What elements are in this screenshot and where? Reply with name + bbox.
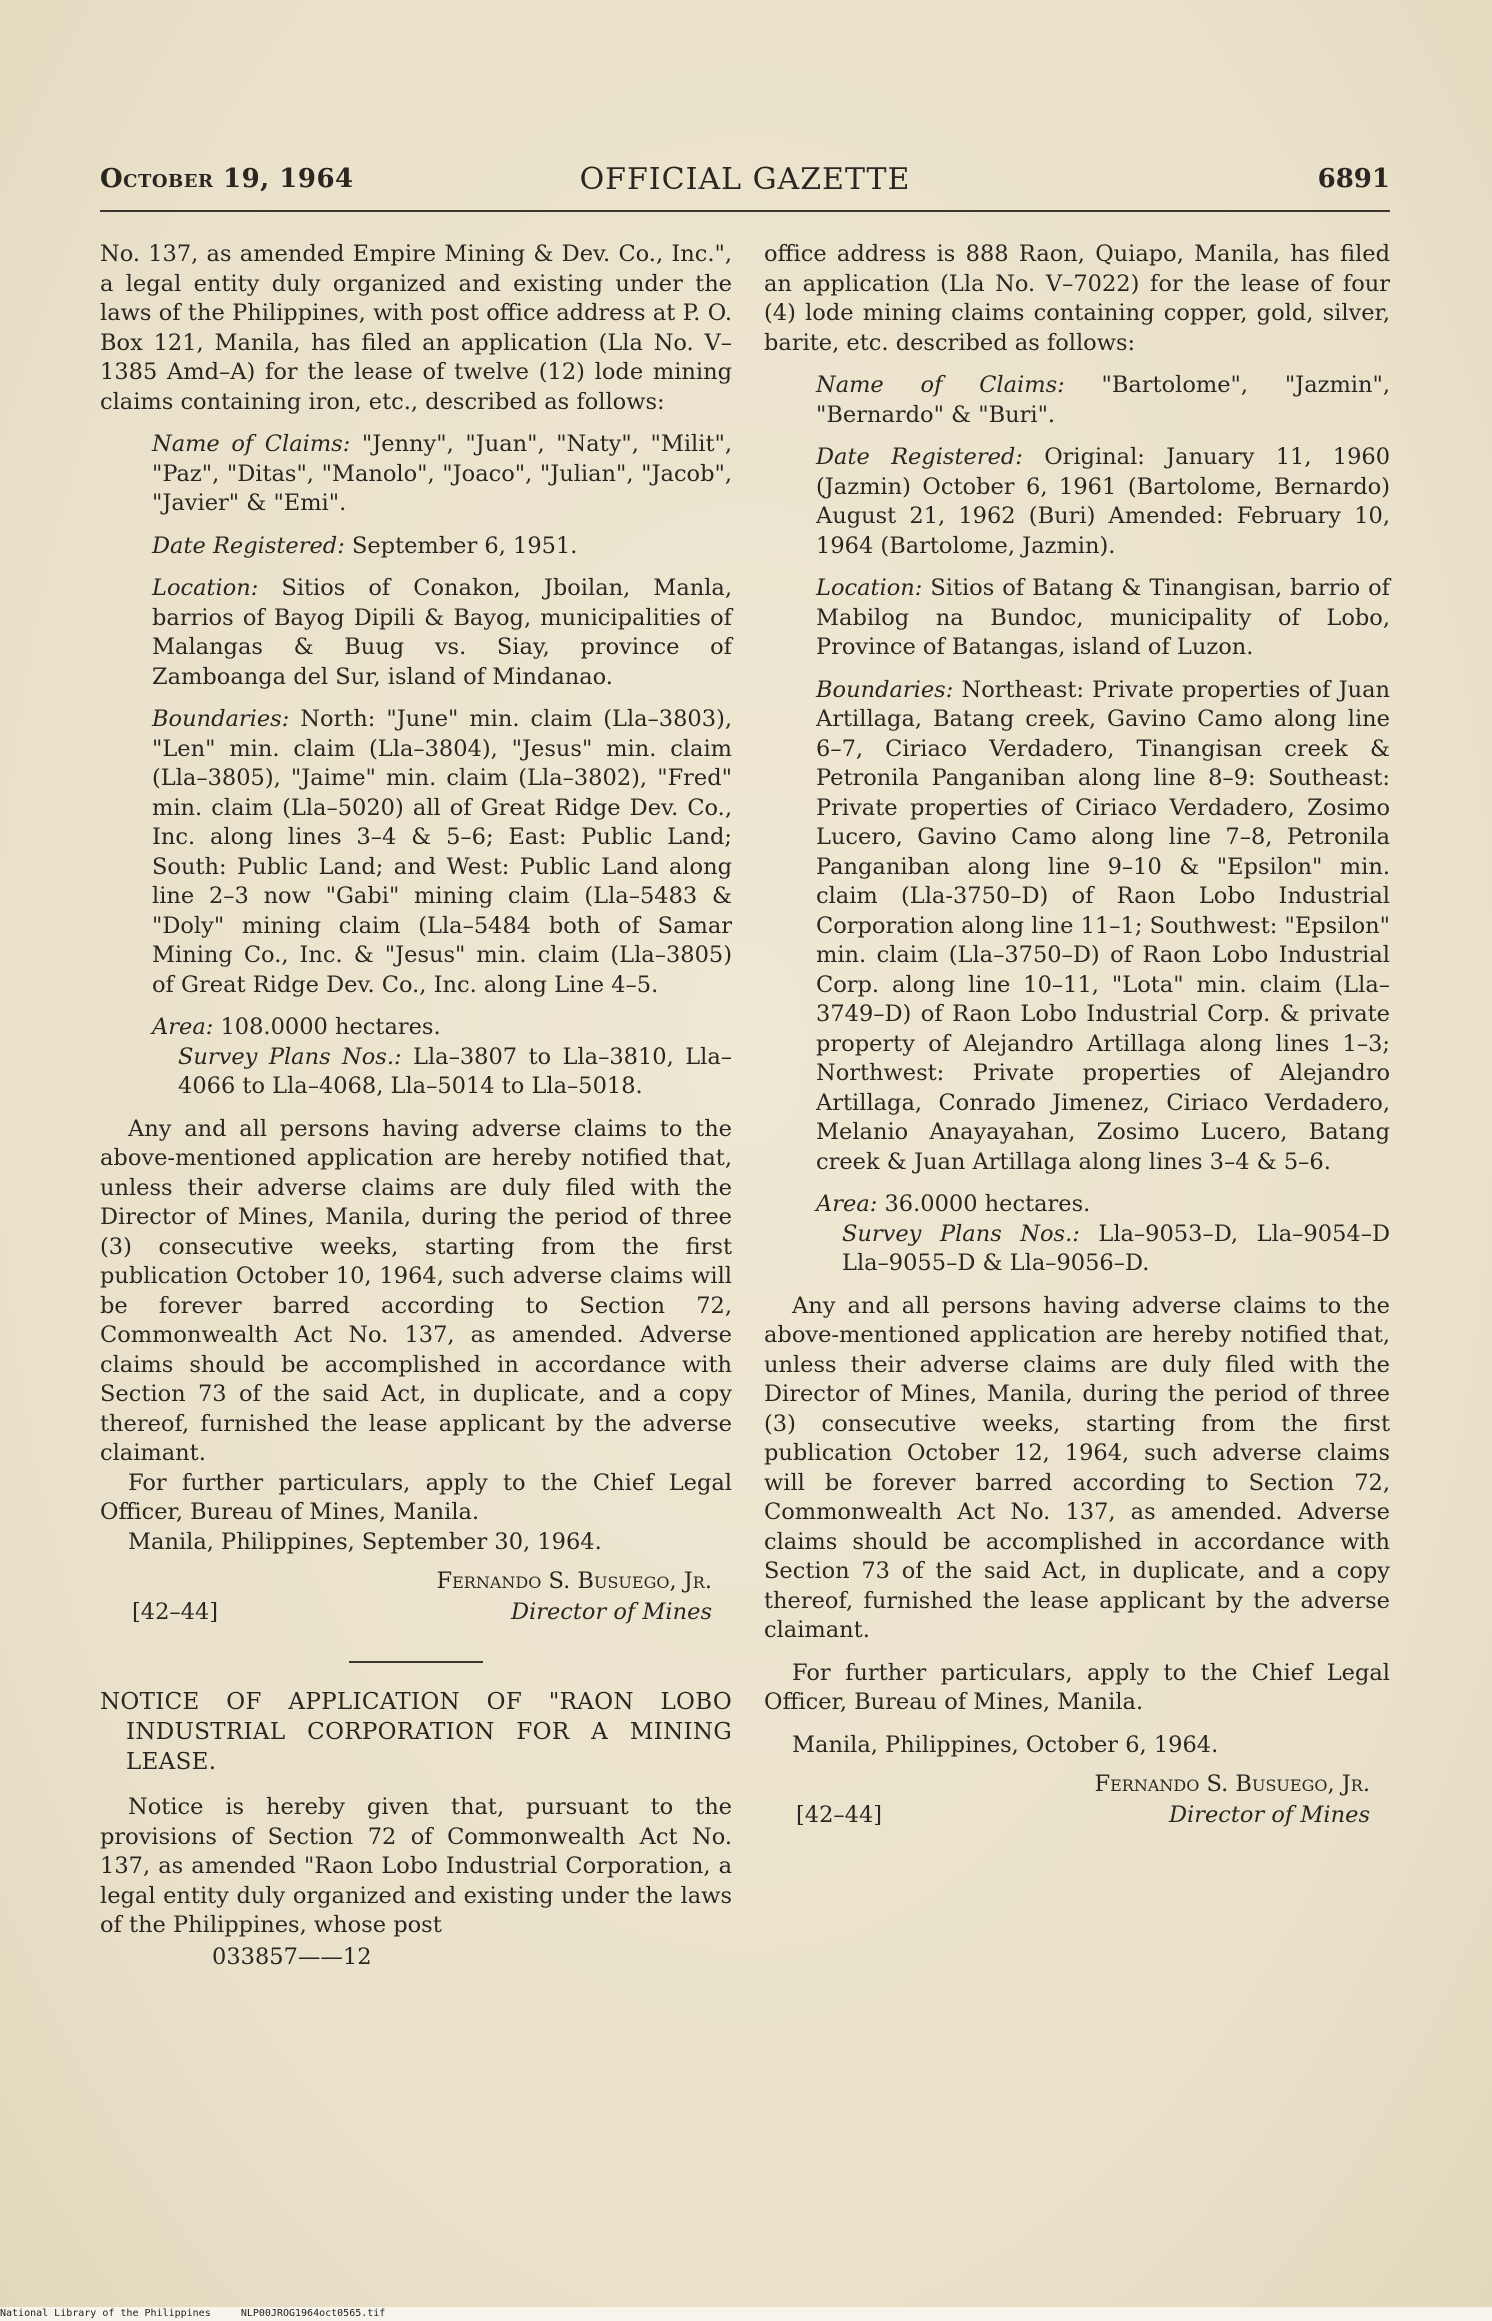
right-area-value: 36.0000 hectares. xyxy=(884,1191,1091,1217)
left-survey-value: Lla–3807 to Lla–3810, Lla–4066 to Lla–4068, Lla–5014 to Lla–5018. xyxy=(178,1043,732,1099)
left-adverse-claims-paragraph: Any and all persons having adverse claims to the above-mentioned application are hereby notified that, unless their adverse claims are duly filed with the Director of Mines, Manila, during the period of three (3) consecutive weeks, starting from the first publication October 10, 1964, such adverse claims will be forever barred according to Section 72, Commonwealth Act No. 137, as amended. Adverse claims should be accomplished in accordance with Section 73 of the said Act, in duplicate, and a copy thereof, furnished the lease applicant by the adverse claimant. xyxy=(100,1115,732,1466)
right-name-label: Name of Claims: xyxy=(816,372,1065,398)
header-page-number: 6891 xyxy=(1317,164,1390,194)
notice-title: NOTICE OF APPLICATION OF "RAON LOBO INDUSTRIAL CORPORATION FOR A MINING LEASE. xyxy=(100,1689,732,1775)
right-adverse-claims-paragraph: Any and all persons having adverse claims to the above-mentioned application are hereby notified that, unless their adverse claims are duly filed with the Director of Mines, Manila, during the period of three (3) consecutive weeks, starting from the first publication October 12, 1964, such adverse claims will be forever barred according to Section 72, Commonwealth Act No. 137, as amended. Adverse claims should be accomplished in accordance with Section 73 of the said Act, in duplicate, and a copy thereof, furnished the lease applicant by the adverse claimant. xyxy=(764,1292,1390,1643)
left-signature-block xyxy=(100,1567,732,1639)
left-boundaries xyxy=(100,705,732,1000)
footer-source-label: National Library of the Philippines NLP00JROG1964oct0565.tif xyxy=(0,2308,386,2319)
right-survey-plans xyxy=(764,1220,1390,1279)
right-place-date: Manila, Philippines, October 6, 1964. xyxy=(792,1731,1219,1758)
left-place-date: Manila, Philippines, September 30, 1964. xyxy=(128,1528,602,1555)
right-boundaries-label: Boundaries: xyxy=(816,676,954,703)
left-survey-label: Survey Plans Nos.: xyxy=(178,1043,402,1070)
print-code: 033857——12 xyxy=(212,1943,372,1970)
left-name-label: Name of Claims: xyxy=(152,431,351,457)
right-date-registered xyxy=(764,443,1390,561)
right-intro-paragraph: office address is 888 Raon, Quiapo, Manila, has filed an application (Lla No. V–7022) for the lease of four (4) lode mining claims containing copper, gold, silver, barite, etc. described as follows: xyxy=(764,241,1390,356)
right-signature-block xyxy=(764,1770,1390,1842)
right-signatory-name: Fernando S. Busuego, Jr. xyxy=(1094,1771,1370,1797)
right-location-label: Location: xyxy=(816,575,923,601)
left-area-value: 108.0000 hectares. xyxy=(220,1014,441,1040)
right-signatory-title: Director of Mines xyxy=(1168,1802,1370,1828)
right-survey-label: Survey Plans Nos.: xyxy=(842,1220,1080,1247)
left-reference: [42–44] xyxy=(132,1599,219,1625)
right-area-label: Area: xyxy=(816,1191,878,1217)
left-column xyxy=(100,240,732,1972)
left-claim-names xyxy=(100,430,732,519)
notice-paragraph: Notice is hereby given that, pursuant to the provisions of Section 72 of Commonwealth Act No. 137, as amended "Raon Lobo Industrial Corporation, a legal entity duly organized and existing under the laws of the Philippines, whose post xyxy=(100,1794,732,1938)
left-date-value: September 6, 1951. xyxy=(351,532,578,559)
left-location-label: Location: xyxy=(152,575,259,601)
right-area xyxy=(764,1190,1390,1220)
right-reference: [42–44] xyxy=(796,1802,883,1828)
left-particulars: For further particulars, apply to the Chief Legal Officer, Bureau of Mines, Manila. xyxy=(100,1469,732,1525)
left-location xyxy=(100,574,732,692)
left-boundaries-label: Boundaries: xyxy=(152,706,290,732)
header-rule xyxy=(100,210,1390,212)
header-title: OFFICIAL GAZETTE xyxy=(579,162,911,197)
page-header xyxy=(100,158,1390,208)
left-location-value: Sitios of Conakon, Jboilan, Manla, barrios of Bayog Dipili & Bayog, municipalities of Malangas & Buug vs. Siay, province of Zamboanga del Sur, island of Mindanao. xyxy=(152,575,732,690)
left-area xyxy=(100,1013,732,1043)
left-signatory-name: Fernando S. Busuego, Jr. xyxy=(436,1568,712,1594)
left-area-label: Area: xyxy=(152,1014,214,1040)
right-claim-names xyxy=(764,371,1390,430)
header-date: October 19, 1964 xyxy=(100,164,354,194)
left-intro-paragraph: No. 137, as amended Empire Mining & Dev. Co., Inc.", a legal entity duly organized and existing under the laws of the Philippines, with post office address at P. O. Box 121, Manila, has filed an application (Lla No. V–1385 Amd–A) for the lease of twelve (12) lode mining claims containing iron, etc., described as follows: xyxy=(100,241,732,415)
left-survey-plans xyxy=(100,1043,732,1102)
left-name-value: "Jenny", "Juan", "Naty", "Milit", "Paz", "Ditas", "Manolo", "Joaco", "Julian", "Jacob", "Javier" & "Emi". xyxy=(152,431,732,516)
left-date-label: Date Registered: xyxy=(152,532,345,559)
left-date-registered xyxy=(100,532,732,562)
right-name-value: "Bartolome", "Jazmin", "Bernardo" & "Buri". xyxy=(816,372,1390,428)
left-boundaries-value: North: "June" min. claim (Lla–3803), "Len" min. claim (Lla–3804), "Jesus" min. claim (Lla–3805), "Jaime" min. claim (Lla–3802), "Fred" min. claim (Lla–5020) all of Great Ridge Dev. Co., Inc. along lines 3–4 & 5–6; East: Public Land; South: Public Land; and West: Public Land along line 2–3 now "Gabi" mining claim (Lla–5483 & "Doly" mining claim (Lla–5484 both of Samar Mining Co., Inc. & "Jesus" min. claim (Lla–3805) of Great Ridge Dev. Co., Inc. along Line 4–5. xyxy=(152,706,732,998)
right-column xyxy=(764,240,1390,1842)
right-date-label: Date Registered: xyxy=(816,444,1023,470)
section-divider xyxy=(349,1661,483,1663)
left-signatory-title: Director of Mines xyxy=(510,1599,712,1625)
right-location xyxy=(764,574,1390,663)
right-date-value: Original: January 11, 1960 (Jazmin) October 6, 1961 (Bartolome, Bernardo) August 21, 1962 (Buri) Amended: February 10, 1964 (Bartolome, Jazmin). xyxy=(816,444,1391,559)
right-location-value: Sitios of Batang & Tinangisan, barrio of Mabilog na Bundoc, municipality of Lobo, Province of Batangas, island of Luzon. xyxy=(816,575,1390,660)
right-particulars: For further particulars, apply to the Chief Legal Officer, Bureau of Mines, Manila. xyxy=(764,1659,1390,1715)
right-boundaries xyxy=(764,676,1390,1178)
right-survey-value: Lla–9053–D, Lla–9054–D Lla–9055–D & Lla–9056–D. xyxy=(842,1220,1390,1276)
right-boundaries-value: Northeast: Private properties of Juan Artillaga, Batang creek, Gavino Camo along line 6–7, Ciriaco Verdadero, Tinangisan creek & Petronila Panganiban along line 8–9: Southeast: Private properties of Ciriaco Verdadero, Zosimo Lucero, Gavino Camo along line 7–8, Petronila Panganiban along line 9–10 & "Epsilon" min. claim (Lla-3750–D) of Raon Lobo Industrial Corporation along line 11–1; Southwest: "Epsilon" min. claim (Lla–3750–D) of Raon Lobo Industrial Corp. along line 10–11, "Lota" min. claim (Lla–3749–D) of Raon Lobo Industrial Corp. & private property of Alejandro Artillaga along lines 1–3; Northwest: Private properties of Alejandro Artillaga, Conrado Jimenez, Ciriaco Verdadero, Melanio Anayayahan, Zosimo Lucero, Batang creek & Juan Artillaga along lines 3–4 & 5–6. xyxy=(816,676,1390,1175)
